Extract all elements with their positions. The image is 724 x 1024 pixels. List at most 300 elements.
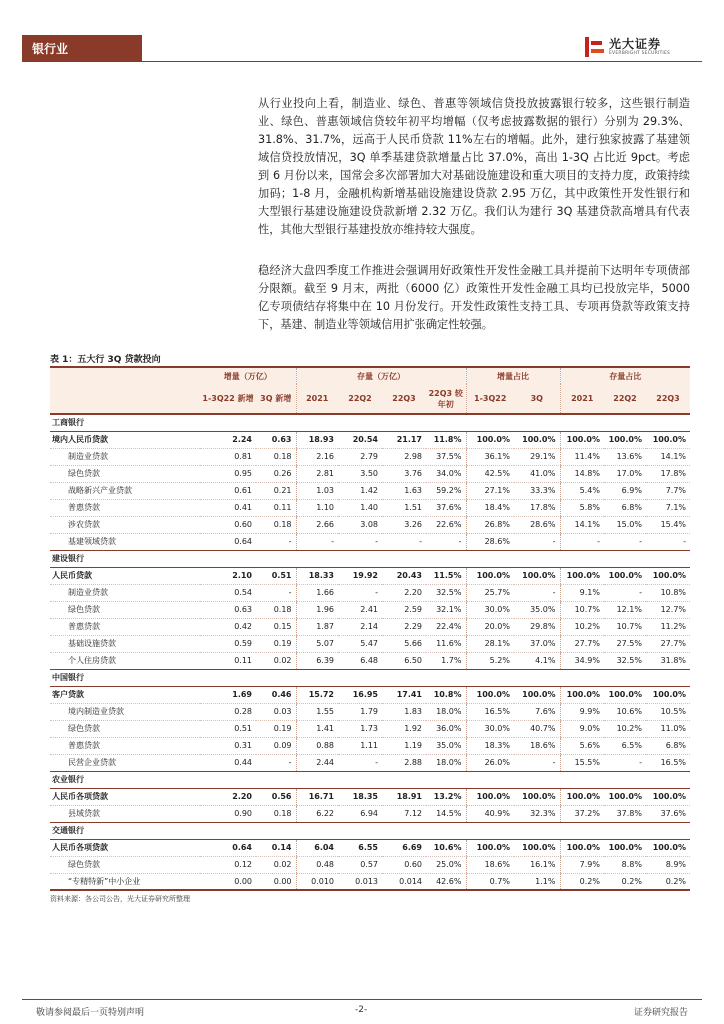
table-title: 表 1：五大行 3Q 贷款投向 bbox=[50, 355, 161, 365]
table-cell: 0.2% bbox=[604, 873, 646, 890]
table-cell: 0.12 bbox=[200, 856, 256, 873]
row-label: 涉农贷款 bbox=[50, 516, 200, 533]
table-cell: 5.47 bbox=[338, 635, 382, 652]
bank-header-row bbox=[50, 771, 690, 788]
table-cell: 9.0% bbox=[560, 720, 604, 737]
table-cell: 6.8% bbox=[604, 499, 646, 516]
row-label: 人民币各项贷款 bbox=[50, 788, 200, 805]
table-cell: 14.5% bbox=[426, 805, 466, 822]
header-blank bbox=[50, 367, 200, 384]
table-cell: 15.0% bbox=[604, 516, 646, 533]
table-cell: 27.1% bbox=[466, 482, 514, 499]
table-cell: 16.71 bbox=[296, 788, 338, 805]
table-cell: 1.19 bbox=[382, 737, 426, 754]
row-label: 绿色贷款 bbox=[50, 720, 200, 737]
table-cell: 1.66 bbox=[296, 584, 338, 601]
table-cell: 0.51 bbox=[200, 720, 256, 737]
table-cell: 34.9% bbox=[560, 652, 604, 669]
table-cell: 12.1% bbox=[604, 601, 646, 618]
table-cell: 25.0% bbox=[426, 856, 466, 873]
table-cell: 0.18 bbox=[256, 516, 296, 533]
table-cell: 26.0% bbox=[466, 754, 514, 771]
table-row bbox=[50, 601, 690, 618]
col-header: 22Q3 较年初 bbox=[428, 388, 463, 409]
table-row bbox=[50, 788, 690, 805]
row-label: 个人住房贷款 bbox=[50, 652, 200, 669]
table-cell: 35.0% bbox=[514, 601, 560, 618]
table-cell: 15.5% bbox=[560, 754, 604, 771]
table-cell: 10.8% bbox=[646, 584, 690, 601]
table-cell: 35.0% bbox=[426, 737, 466, 754]
table-row bbox=[50, 652, 690, 669]
group-header-stock: 存量（万亿） bbox=[296, 367, 466, 384]
table-cell: 0.03 bbox=[256, 703, 296, 720]
table-cell: - bbox=[514, 754, 560, 771]
table-row bbox=[50, 618, 690, 635]
table-cell: 0.15 bbox=[256, 618, 296, 635]
table-cell: - bbox=[514, 584, 560, 601]
col-header: 2021 bbox=[296, 384, 338, 414]
table-cell: 32.5% bbox=[426, 584, 466, 601]
table-cell: 37.5% bbox=[426, 448, 466, 465]
table-row bbox=[50, 482, 690, 499]
table-cell: 34.0% bbox=[426, 465, 466, 482]
logo-english-name: EVERBRIGHT SECURITIES bbox=[609, 51, 671, 56]
row-label: 客户贷款 bbox=[50, 686, 200, 703]
table-cell: 18.6% bbox=[466, 856, 514, 873]
bank-name: 中国银行 bbox=[50, 669, 690, 686]
row-label: 绿色贷款 bbox=[50, 601, 200, 618]
table-cell: 31.8% bbox=[646, 652, 690, 669]
table-cell: 100.0% bbox=[560, 686, 604, 703]
table-cell: 1.63 bbox=[382, 482, 426, 499]
table-cell: 1.40 bbox=[338, 499, 382, 516]
table-cell: 0.26 bbox=[256, 465, 296, 482]
table-cell: 16.5% bbox=[466, 703, 514, 720]
group-header-increment-share: 增量占比 bbox=[466, 367, 560, 384]
table-cell: - bbox=[514, 533, 560, 550]
table-cell: 13.2% bbox=[426, 788, 466, 805]
table-cell: 10.8% bbox=[426, 686, 466, 703]
table-cell: 25.7% bbox=[466, 584, 514, 601]
table-cell: 40.9% bbox=[466, 805, 514, 822]
table-cell: 100.0% bbox=[514, 567, 560, 584]
table-cell: 28.6% bbox=[514, 516, 560, 533]
table-cell: 0.11 bbox=[200, 652, 256, 669]
table-cell: 0.02 bbox=[256, 652, 296, 669]
table-cell: 41.0% bbox=[514, 465, 560, 482]
table-cell: 42.6% bbox=[426, 873, 466, 890]
table-cell: 0.00 bbox=[200, 873, 256, 890]
table-cell: 0.21 bbox=[256, 482, 296, 499]
table-cell: 1.11 bbox=[338, 737, 382, 754]
table-cell: 18.93 bbox=[296, 431, 338, 448]
table-cell: - bbox=[338, 533, 382, 550]
table-cell: 6.55 bbox=[338, 839, 382, 856]
row-label: 战略新兴产业贷款 bbox=[50, 482, 200, 499]
section-tab-label: 银行业 bbox=[32, 42, 69, 56]
table-cell: 0.63 bbox=[200, 601, 256, 618]
table-cell: 28.1% bbox=[466, 635, 514, 652]
table-cell: 18.3% bbox=[466, 737, 514, 754]
table-cell: 27.7% bbox=[560, 635, 604, 652]
table-cell: 1.41 bbox=[296, 720, 338, 737]
table-row bbox=[50, 873, 690, 890]
table-cell: 0.00 bbox=[256, 873, 296, 890]
table-cell: 6.39 bbox=[296, 652, 338, 669]
table-cell: 1.73 bbox=[338, 720, 382, 737]
col-header-blank bbox=[50, 384, 200, 414]
table-cell: 0.48 bbox=[296, 856, 338, 873]
table-row bbox=[50, 448, 690, 465]
table-cell: 5.4% bbox=[560, 482, 604, 499]
table-cell: 18.4% bbox=[466, 499, 514, 516]
table-cell: 5.66 bbox=[382, 635, 426, 652]
bank-header-row bbox=[50, 822, 690, 839]
col-header: 22Q2 bbox=[348, 394, 372, 403]
table-row bbox=[50, 431, 690, 448]
table-cell: 0.18 bbox=[256, 601, 296, 618]
table-cell: 37.2% bbox=[560, 805, 604, 822]
table-cell: 0.60 bbox=[200, 516, 256, 533]
table-cell: 100.0% bbox=[646, 567, 690, 584]
table-cell: 14.1% bbox=[646, 448, 690, 465]
table-row bbox=[50, 856, 690, 873]
table-cell: 0.90 bbox=[200, 805, 256, 822]
footer-disclaimer: 敬请参阅最后一页特别声明 bbox=[36, 1008, 145, 1018]
table-cell: 21.17 bbox=[382, 431, 426, 448]
footer-rule bbox=[22, 999, 702, 1000]
table-cell: 100.0% bbox=[560, 567, 604, 584]
table-cell: 11.8% bbox=[426, 431, 466, 448]
table-cell: 17.41 bbox=[382, 686, 426, 703]
table-cell: 10.6% bbox=[604, 703, 646, 720]
logo-name: 光大证券 bbox=[609, 37, 662, 51]
table-cell: 10.2% bbox=[604, 720, 646, 737]
table-row bbox=[50, 567, 690, 584]
table-cell: 3.08 bbox=[338, 516, 382, 533]
table-cell: 1.51 bbox=[382, 499, 426, 516]
table-row bbox=[50, 499, 690, 516]
brand-logo bbox=[585, 35, 705, 61]
row-label: 境内制造业贷款 bbox=[50, 703, 200, 720]
bank-header-row bbox=[50, 550, 690, 567]
table-cell: - bbox=[338, 584, 382, 601]
table-cell: 3.26 bbox=[382, 516, 426, 533]
col-header: 22Q2 bbox=[613, 394, 637, 403]
table-cell: 100.0% bbox=[514, 839, 560, 856]
table-cell: 6.8% bbox=[646, 737, 690, 754]
table-cell: 1.92 bbox=[382, 720, 426, 737]
logo-mark-icon bbox=[585, 35, 605, 59]
table-cell: - bbox=[604, 754, 646, 771]
table-cell: 0.28 bbox=[200, 703, 256, 720]
table-cell: 6.9% bbox=[604, 482, 646, 499]
table-cell: - bbox=[604, 533, 646, 550]
table-cell: 100.0% bbox=[466, 567, 514, 584]
table-cell: 8.9% bbox=[646, 856, 690, 873]
table-cell: 2.20 bbox=[382, 584, 426, 601]
col-header: 3Q 新增 bbox=[260, 394, 292, 403]
table-cell: 9.1% bbox=[560, 584, 604, 601]
table-cell: 4.1% bbox=[514, 652, 560, 669]
table-row bbox=[50, 465, 690, 482]
row-label: 县域贷款 bbox=[50, 805, 200, 822]
table-cell: 12.7% bbox=[646, 601, 690, 618]
table-cell: 14.8% bbox=[560, 465, 604, 482]
table-source: 资料来源：各公司公告，光大证券研究所整理 bbox=[50, 895, 190, 903]
table-cell: 27.5% bbox=[604, 635, 646, 652]
table-cell: 1.87 bbox=[296, 618, 338, 635]
body-paragraph-2: 稳经济大盘四季度工作推进会强调用好政策性开发性金融工具并提前下达明年专项债部分限额。截至 9 月末，两批（6000 亿）政策性开发性金融工具均已投放完毕，5000 亿专项债结存将集中在 10 月份发行。开发性政策性支持工具、专项再贷款等政策支持下，基建、制造业等领域信用扩张确定性较强。 bbox=[258, 264, 690, 331]
table-cell: 0.41 bbox=[200, 499, 256, 516]
table-cell: 6.50 bbox=[382, 652, 426, 669]
table-cell: 27.7% bbox=[646, 635, 690, 652]
table-cell: 0.88 bbox=[296, 737, 338, 754]
table-cell: 2.10 bbox=[200, 567, 256, 584]
table-cell: 2.66 bbox=[296, 516, 338, 533]
table-cell: 20.0% bbox=[466, 618, 514, 635]
row-label: 人民币各项贷款 bbox=[50, 839, 200, 856]
table-cell: 2.24 bbox=[200, 431, 256, 448]
table-cell: 14.1% bbox=[560, 516, 604, 533]
table-cell: 100.0% bbox=[514, 686, 560, 703]
bank-name: 交通银行 bbox=[50, 822, 690, 839]
group-header-stock-share: 存量占比 bbox=[560, 367, 690, 384]
table-cell: 11.0% bbox=[646, 720, 690, 737]
table-cell: 2.81 bbox=[296, 465, 338, 482]
table-cell: 10.5% bbox=[646, 703, 690, 720]
row-label: 制造业贷款 bbox=[50, 448, 200, 465]
table-cell: 100.0% bbox=[514, 431, 560, 448]
table-cell: 100.0% bbox=[560, 788, 604, 805]
table-row bbox=[50, 533, 690, 550]
loan-allocation-table bbox=[50, 366, 690, 891]
table-cell: 15.4% bbox=[646, 516, 690, 533]
table-cell: - bbox=[604, 584, 646, 601]
table-cell: 10.7% bbox=[560, 601, 604, 618]
table-cell: 42.5% bbox=[466, 465, 514, 482]
table-cell: 16.95 bbox=[338, 686, 382, 703]
row-label: 普惠贷款 bbox=[50, 499, 200, 516]
table-cell: 18.91 bbox=[382, 788, 426, 805]
table-cell: 20.54 bbox=[338, 431, 382, 448]
table-cell: 0.54 bbox=[200, 584, 256, 601]
table-row bbox=[50, 754, 690, 771]
table-cell: 26.8% bbox=[466, 516, 514, 533]
bank-header-row bbox=[50, 669, 690, 686]
table-cell: 0.11 bbox=[256, 499, 296, 516]
table-cell: 59.2% bbox=[426, 482, 466, 499]
table-cell: 0.61 bbox=[200, 482, 256, 499]
table-cell: 0.02 bbox=[256, 856, 296, 873]
row-label: 基础设施贷款 bbox=[50, 635, 200, 652]
body-paragraph-1: 从行业投向上看，制造业、绿色、普惠等领域信贷投放披露银行较多，这些银行制造业、绿色、普惠领域信贷较年初平均增幅（仅考虑披露数据的银行）分别为 29.3%、31.8%、31.7%，远高于人民币贷款 11%左右的增幅。此外，建行独家披露了基建领域信贷投放情况，3Q 单季基建贷款增量占比 37.0%，高出 1-3Q 占比近 9pct。考虑到 6 月份以来，国常会多次部署加大对基础设施建设和重大项目的支持力度，政策持续加码；1-8 月，金融机构新增基础设施建设贷款 2.95 万亿，其中政策性开发性银行和大型银行基建设施建设贷款新增 2.32 万亿。我们认为建行 3Q 基建贷款高增具有代表性，其他大型银行基建投放亦维持较大强度。 bbox=[258, 97, 690, 236]
table-cell: 100.0% bbox=[466, 686, 514, 703]
table-cell: - bbox=[296, 533, 338, 550]
table-cell: 17.8% bbox=[646, 465, 690, 482]
table-row bbox=[50, 839, 690, 856]
table-cell: 7.7% bbox=[646, 482, 690, 499]
table-cell: 2.44 bbox=[296, 754, 338, 771]
table-cell: 100.0% bbox=[466, 431, 514, 448]
table-cell: 30.0% bbox=[466, 601, 514, 618]
table-cell: - bbox=[256, 533, 296, 550]
table-cell: 18.6% bbox=[514, 737, 560, 754]
row-label: 普惠贷款 bbox=[50, 737, 200, 754]
table-cell: 0.19 bbox=[256, 635, 296, 652]
table-cell: 32.3% bbox=[514, 805, 560, 822]
table-cell: 6.22 bbox=[296, 805, 338, 822]
table-cell: 7.6% bbox=[514, 703, 560, 720]
table-cell: 19.92 bbox=[338, 567, 382, 584]
table-cell: 18.0% bbox=[426, 703, 466, 720]
table-cell: 33.3% bbox=[514, 482, 560, 499]
table-cell: 11.5% bbox=[426, 567, 466, 584]
table-row bbox=[50, 686, 690, 703]
table-cell: 0.59 bbox=[200, 635, 256, 652]
table-cell: 0.44 bbox=[200, 754, 256, 771]
table-cell: 37.8% bbox=[604, 805, 646, 822]
table-cell: 100.0% bbox=[466, 788, 514, 805]
table-cell: 10.2% bbox=[560, 618, 604, 635]
table-cell: 7.9% bbox=[560, 856, 604, 873]
table-cell: 1.83 bbox=[382, 703, 426, 720]
table-row bbox=[50, 737, 690, 754]
table-cell: 6.48 bbox=[338, 652, 382, 669]
table-cell: 0.64 bbox=[200, 839, 256, 856]
table-row bbox=[50, 635, 690, 652]
table-cell: 100.0% bbox=[604, 788, 646, 805]
table-cell: 22.4% bbox=[426, 618, 466, 635]
col-header: 2021 bbox=[560, 384, 604, 414]
section-tab bbox=[22, 35, 142, 61]
table-cell: 0.64 bbox=[200, 533, 256, 550]
table-cell: 2.98 bbox=[382, 448, 426, 465]
table-cell: 0.09 bbox=[256, 737, 296, 754]
table-cell: - bbox=[426, 533, 466, 550]
table-cell: 36.1% bbox=[466, 448, 514, 465]
table-cell: 1.42 bbox=[338, 482, 382, 499]
col-header: 1-3Q22 新增 bbox=[202, 394, 254, 403]
table-cell: 0.013 bbox=[338, 873, 382, 890]
table-cell: 100.0% bbox=[646, 686, 690, 703]
table-cell: 0.2% bbox=[646, 873, 690, 890]
table-cell: 1.7% bbox=[426, 652, 466, 669]
table-cell: 10.7% bbox=[604, 618, 646, 635]
row-label: “专精特新”中小企业 bbox=[50, 873, 200, 890]
table-cell: 6.04 bbox=[296, 839, 338, 856]
table-cell: 10.6% bbox=[426, 839, 466, 856]
table-cell: - bbox=[256, 584, 296, 601]
table-cell: 37.6% bbox=[646, 805, 690, 822]
table-cell: 0.14 bbox=[256, 839, 296, 856]
table-cell: 100.0% bbox=[560, 431, 604, 448]
row-label: 绿色贷款 bbox=[50, 465, 200, 482]
table-cell: - bbox=[256, 754, 296, 771]
table-cell: 0.81 bbox=[200, 448, 256, 465]
table-cell: 0.57 bbox=[338, 856, 382, 873]
table-cell: 2.79 bbox=[338, 448, 382, 465]
table-cell: 29.8% bbox=[514, 618, 560, 635]
table-cell: 17.8% bbox=[514, 499, 560, 516]
table-cell: 0.63 bbox=[256, 431, 296, 448]
table-cell: 28.6% bbox=[466, 533, 514, 550]
table-cell: 100.0% bbox=[514, 788, 560, 805]
table-cell: 16.5% bbox=[646, 754, 690, 771]
table-cell: 0.95 bbox=[200, 465, 256, 482]
table-row bbox=[50, 720, 690, 737]
table-cell: 18.35 bbox=[338, 788, 382, 805]
col-header: 1-3Q22 bbox=[466, 384, 514, 414]
row-label: 普惠贷款 bbox=[50, 618, 200, 635]
table-cell: 32.1% bbox=[426, 601, 466, 618]
table-cell: 1.03 bbox=[296, 482, 338, 499]
header-rule bbox=[22, 61, 702, 62]
row-label: 境内人民币贷款 bbox=[50, 431, 200, 448]
table-cell: 29.1% bbox=[514, 448, 560, 465]
table-cell: 6.94 bbox=[338, 805, 382, 822]
footer-report-type: 证券研究报告 bbox=[633, 1008, 688, 1018]
table-cell: 0.46 bbox=[256, 686, 296, 703]
table-cell: 18.0% bbox=[426, 754, 466, 771]
table-cell: 8.8% bbox=[604, 856, 646, 873]
table-cell: 37.6% bbox=[426, 499, 466, 516]
bank-header-row bbox=[50, 414, 690, 431]
table-cell: 18.33 bbox=[296, 567, 338, 584]
table-cell: 22.6% bbox=[426, 516, 466, 533]
table-cell: 9.9% bbox=[560, 703, 604, 720]
table-cell: 0.19 bbox=[256, 720, 296, 737]
table-cell: 16.1% bbox=[514, 856, 560, 873]
table-cell: 1.1% bbox=[514, 873, 560, 890]
table-cell: 2.88 bbox=[382, 754, 426, 771]
table-cell: 5.8% bbox=[560, 499, 604, 516]
table-cell: 6.5% bbox=[604, 737, 646, 754]
row-label: 基建领域贷款 bbox=[50, 533, 200, 550]
table-cell: 1.55 bbox=[296, 703, 338, 720]
table-cell: - bbox=[382, 533, 426, 550]
table-cell: - bbox=[560, 533, 604, 550]
table-cell: 37.0% bbox=[514, 635, 560, 652]
table-row bbox=[50, 584, 690, 601]
table-cell: 100.0% bbox=[604, 431, 646, 448]
table-cell: 0.42 bbox=[200, 618, 256, 635]
table-cell: 2.14 bbox=[338, 618, 382, 635]
table-cell: 100.0% bbox=[466, 839, 514, 856]
table-cell: 100.0% bbox=[604, 839, 646, 856]
table-cell: 32.5% bbox=[604, 652, 646, 669]
table-cell: - bbox=[338, 754, 382, 771]
table-cell: 11.2% bbox=[646, 618, 690, 635]
bank-name: 农业银行 bbox=[50, 771, 690, 788]
col-header: 22Q3 bbox=[656, 394, 680, 403]
table-cell: 40.7% bbox=[514, 720, 560, 737]
table-cell: 11.6% bbox=[426, 635, 466, 652]
table-cell: 30.0% bbox=[466, 720, 514, 737]
row-label: 人民币贷款 bbox=[50, 567, 200, 584]
table-cell: 11.4% bbox=[560, 448, 604, 465]
table-cell: 3.76 bbox=[382, 465, 426, 482]
table-cell: 5.6% bbox=[560, 737, 604, 754]
table-cell: 100.0% bbox=[646, 839, 690, 856]
table-cell: 0.014 bbox=[382, 873, 426, 890]
table-cell: 1.79 bbox=[338, 703, 382, 720]
table-cell: 6.69 bbox=[382, 839, 426, 856]
table-cell: 1.69 bbox=[200, 686, 256, 703]
table-cell: 0.18 bbox=[256, 805, 296, 822]
table-row bbox=[50, 516, 690, 533]
